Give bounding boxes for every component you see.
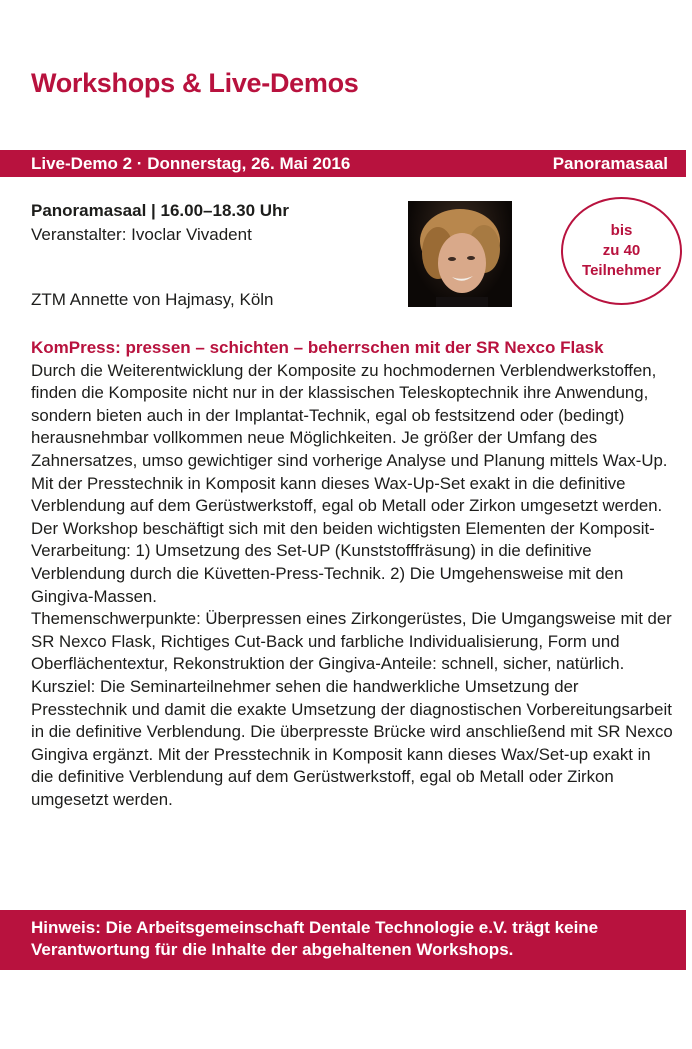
- session-organizer: Veranstalter: Ivoclar Vivadent: [31, 225, 252, 244]
- participants-badge: [561, 197, 682, 305]
- badge-line-1: bis: [610, 222, 633, 239]
- speaker-photo: [408, 201, 512, 307]
- event-room: Panoramasaal: [552, 153, 668, 173]
- workshop-description: [31, 337, 676, 811]
- badge-line-2: zu 40: [602, 242, 641, 259]
- notice-bar: [0, 910, 686, 970]
- event-bar: [0, 150, 686, 177]
- notice-text: Hinweis: Die Arbeitsgemeinschaft Dentale Technologie e.V. trägt keine Verantwortung für die Inhalte der abgehaltenen Workshops.: [31, 918, 599, 959]
- description-paragraph: Themenschwerpunkte: Überpressen eines Zirkongerüstes, Die Umgangsweise mit der SR Nexco Flask, Richtiges Cut-Back und farbliche Individualisierung, Form und Oberflächentextur, Rekonstruktion der Gingiva-Anteile: schnell, sicher, natürlich.: [31, 609, 672, 674]
- event-label: Live-Demo 2 · Donnerstag, 26. Mai 2016: [31, 153, 351, 173]
- session-location-time: Panoramasaal | 16.00–18.30 Uhr: [31, 201, 290, 220]
- page-title: Workshops & Live-Demos: [31, 68, 359, 98]
- workshop-heading: KomPress: pressen – schichten – beherrschen mit der SR Nexco Flask: [31, 338, 604, 357]
- description-paragraph: Durch die Weiterentwicklung der Komposite zu hochmodernen Verblendwerkstoffen, finden die Komposite nicht nur in der klassischen Teleskoptechnik ihre Anwendung, sondern bieten auch in der Implantat-Technik, egal ob festsitzend oder (bedingt) herausnehmbar vollkommen neue Möglichkeiten. Je größer der Umfang des Zahnersatzes, umso gewichtiger sind vorherige Analyse und Planung mittels Wax-Up. Mit der Presstechnik in Komposit kann dieses Wax-Up-Set exakt in die definitive Verblendung auf dem Gerüstwerkstoff, egal ob Metall oder Zirkon umgesetzt werden.: [31, 360, 668, 516]
- description-paragraph: Der Workshop beschäftigt sich mit den beiden wichtigsten Elementen der Komposit-Verarbeitung: 1) Umsetzung des Set-UP (Kunststofffräsung) in die definitive Verblendung durch die Küvetten-Press-Technik. 2) Die Umgehensweise mit den Gingiva-Massen.: [31, 518, 655, 606]
- session-info: [31, 199, 289, 247]
- speaker-name: ZTM Annette von Hajmasy, Köln: [31, 290, 274, 309]
- badge-line-3: Teilnehmer: [582, 262, 661, 279]
- speaker-portrait-icon: [408, 201, 512, 307]
- description-paragraph: Kursziel: Die Seminarteilnehmer sehen die handwerkliche Umsetzung der Presstechnik und damit die exakte Umsetzung der diagnostischen Vorbereitungsarbeit in die definitive Verblendung. Die überpresste Brücke wird anschließend mit SR Nexco Gingiva ergänzt. Mit der Presstechnik in Komposit kann dieses Wax/Set-up exakt in die definitive Verblendung auf dem Gerüstwerkstoff, egal ob Metall oder Zirkon umgesetzt werden.: [31, 676, 673, 809]
